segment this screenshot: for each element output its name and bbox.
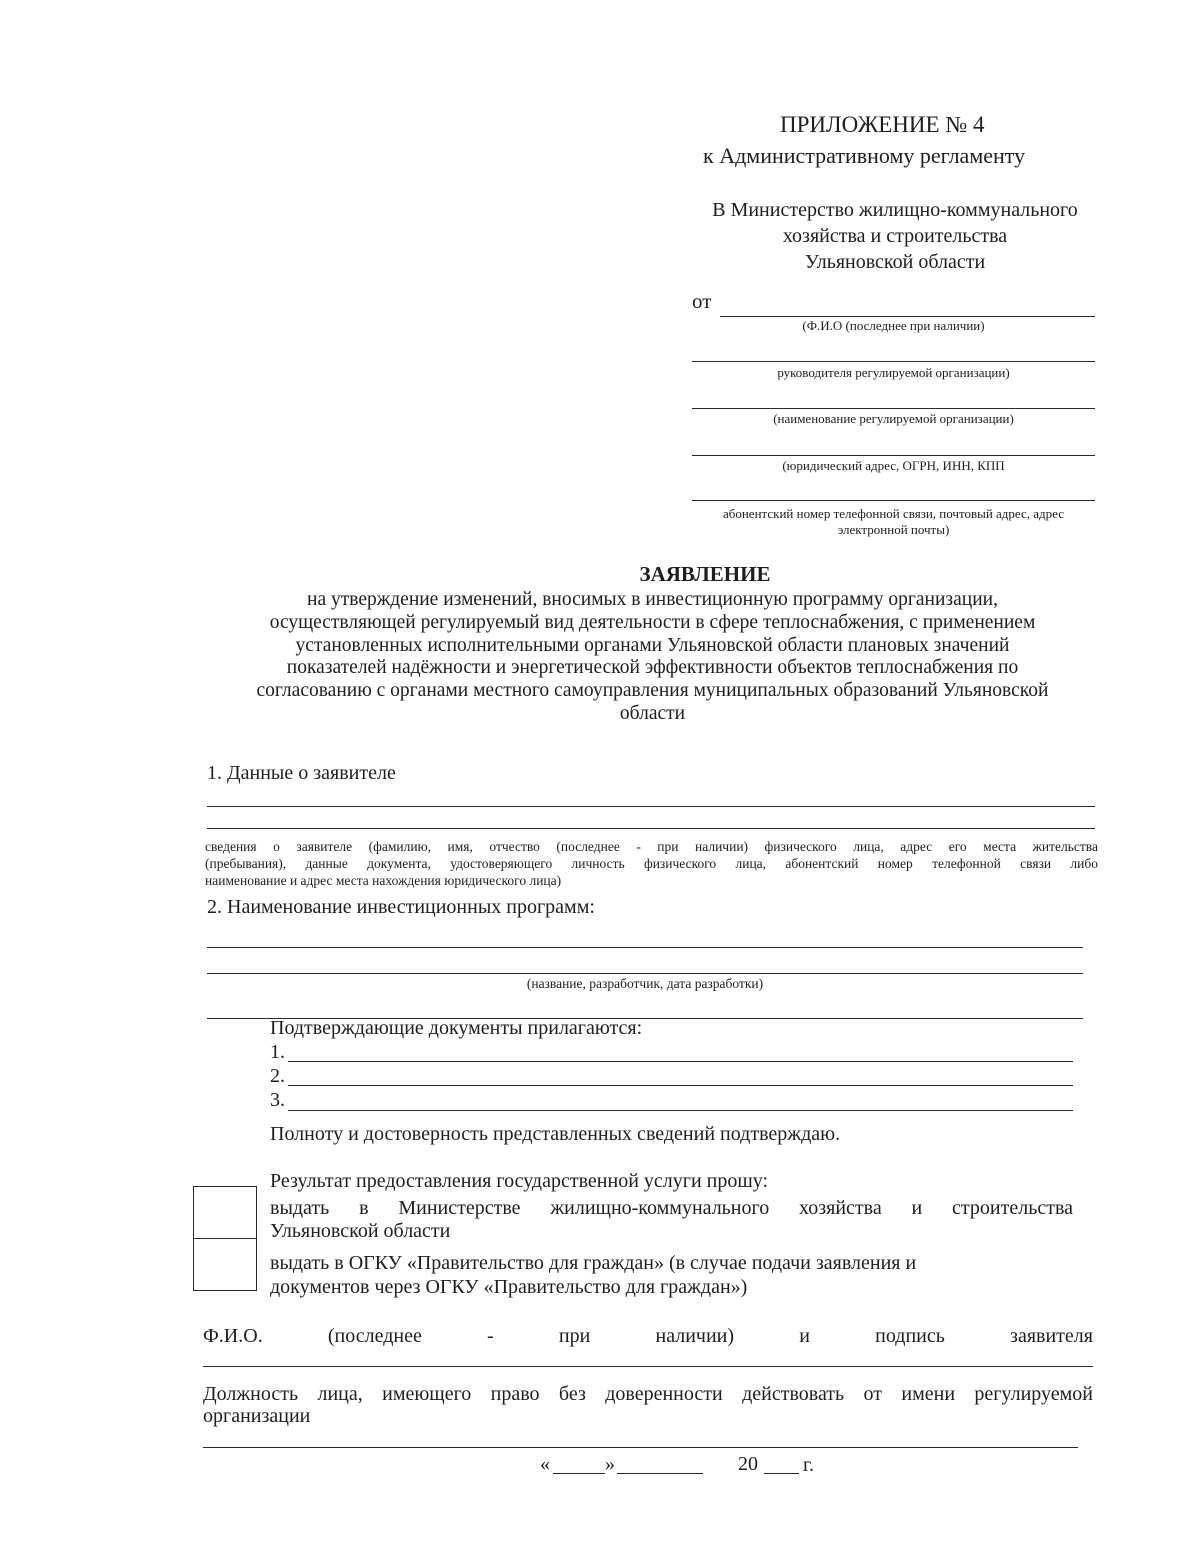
recipient-block	[680, 197, 1110, 275]
subject-line: на утверждение изменений, вносимых в инвестиционную программу организации,	[307, 589, 998, 610]
applicant-field-line[interactable]	[207, 806, 1095, 807]
appendix-subtitle: к Административному регламенту	[703, 143, 1026, 168]
document-field-line[interactable]	[288, 1110, 1073, 1111]
signature-fio-line	[203, 1325, 1093, 1348]
subject-line: установленных исполнительными органами Ульяновской области плановых значений	[295, 634, 1010, 656]
recipient-line: Ульяновской области	[804, 251, 986, 273]
option-mfc-checkbox[interactable]	[193, 1238, 257, 1291]
fio-word: Ф.И.О.	[203, 1325, 263, 1347]
documents-label: Подтверждающие документы прилагаются:	[270, 1017, 643, 1039]
legal-caption: (юридический адрес, ОГРН, ИНН, КПП	[782, 458, 1005, 473]
signature-field-line[interactable]	[203, 1366, 1093, 1367]
fio-caption: (Ф.И.О (последнее при наличии)	[802, 318, 985, 333]
subject-line: согласованию с органами местного самоуправления муниципальных образований Ульяновской	[256, 680, 1049, 702]
position-field-line[interactable]	[203, 1447, 1078, 1448]
date-year-field[interactable]	[764, 1473, 799, 1474]
date-year-prefix: 20	[738, 1453, 758, 1475]
contacts-field-line[interactable]	[692, 500, 1095, 501]
subject-line: области	[619, 702, 686, 724]
applicant-field-line[interactable]	[207, 828, 1095, 829]
recipient-line: хозяйства и строительства	[782, 225, 1008, 247]
document-field-line[interactable]	[288, 1085, 1073, 1086]
fio-word: (последнее	[327, 1325, 422, 1347]
fio-word: наличии)	[655, 1325, 735, 1347]
org-name-field-line[interactable]	[692, 408, 1095, 409]
fio-word: -	[487, 1325, 494, 1347]
document-field-line[interactable]	[288, 1061, 1073, 1062]
statement-subject	[195, 589, 1110, 726]
date-open-quote: «	[540, 1453, 550, 1475]
statement-heading: ЗАЯВЛЕНИЕ	[639, 562, 771, 586]
date-day-field[interactable]	[553, 1473, 605, 1474]
fio-word: подпись	[875, 1325, 945, 1347]
caption-line: (пребывания), данные документа, удостоверяющего личность физического лица, абонентский номер телефонной связи либо	[205, 856, 1098, 871]
caption-line: наименование и адрес места нахождения юридического лица)	[205, 873, 562, 888]
result-label: Результат предоставления государственной услуги прошу:	[270, 1170, 769, 1192]
position-line: Должность лица, имеющего право без доверенности действовать от имени регулируемой	[203, 1383, 1093, 1405]
fio-field-line[interactable]	[720, 316, 1095, 317]
org-name-caption: (наименование регулируемой организации)	[773, 411, 1014, 426]
appendix-title: ПРИЛОЖЕНИЕ № 4	[780, 112, 985, 137]
section1-caption	[205, 838, 1098, 889]
contacts-caption-line: электронной почты)	[837, 522, 950, 537]
document-number: 2.	[270, 1065, 285, 1087]
document-number: 1.	[270, 1041, 285, 1063]
fio-word: и	[799, 1325, 810, 1347]
recipient-line: В Министерство жилищно-коммунального	[712, 199, 1078, 221]
date-close-quote: »	[605, 1453, 615, 1475]
date-year-suffix: г.	[803, 1454, 814, 1476]
fio-word: при	[558, 1325, 591, 1347]
option-ministry-line: Ульяновской области	[270, 1220, 451, 1242]
document-number: 3.	[270, 1089, 285, 1111]
subject-line: показателей надёжности и энергетической эффективности объектов теплоснабжения по	[286, 657, 1019, 679]
contacts-caption	[692, 506, 1095, 538]
confirmation-text: Полноту и достоверность представленных сведений подтверждаю.	[270, 1123, 841, 1145]
option-ministry-checkbox[interactable]	[193, 1186, 257, 1239]
from-label: от	[692, 289, 712, 313]
position-line: организации	[203, 1405, 311, 1427]
subject-line: осуществляющей регулируемый вид деятельности в сфере теплоснабжения, с применением	[269, 611, 1036, 633]
date-month-field[interactable]	[617, 1473, 703, 1474]
program-field-line[interactable]	[207, 947, 1083, 948]
option-ministry-line: выдать в Министерстве жилищно-коммунального хозяйства и строительства	[270, 1197, 1073, 1219]
head-caption: руководителя регулируемой организации)	[777, 365, 1010, 380]
option-mfc-line: документов через ОГКУ «Правительство для граждан»)	[270, 1276, 748, 1298]
program-field-line[interactable]	[207, 973, 1083, 974]
contacts-caption-line: абонентский номер телефонной связи, почтовый адрес, адрес	[722, 506, 1065, 521]
section1-label: 1. Данные о заявителе	[207, 762, 396, 784]
option-mfc-line: выдать в ОГКУ «Правительство для граждан» (в случае подачи заявления и	[270, 1252, 917, 1274]
head-field-line[interactable]	[692, 361, 1095, 362]
legal-field-line[interactable]	[692, 455, 1095, 456]
section2-label: 2. Наименование инвестиционных программ:	[207, 896, 595, 918]
fio-word: заявителя	[1010, 1325, 1093, 1347]
section2-caption: (название, разработчик, дата разработки)	[526, 976, 764, 991]
caption-line: сведения о заявителе (фамилию, имя, отчество (последнее - при наличии) физического лица, адрес его места жительства	[205, 839, 1098, 854]
